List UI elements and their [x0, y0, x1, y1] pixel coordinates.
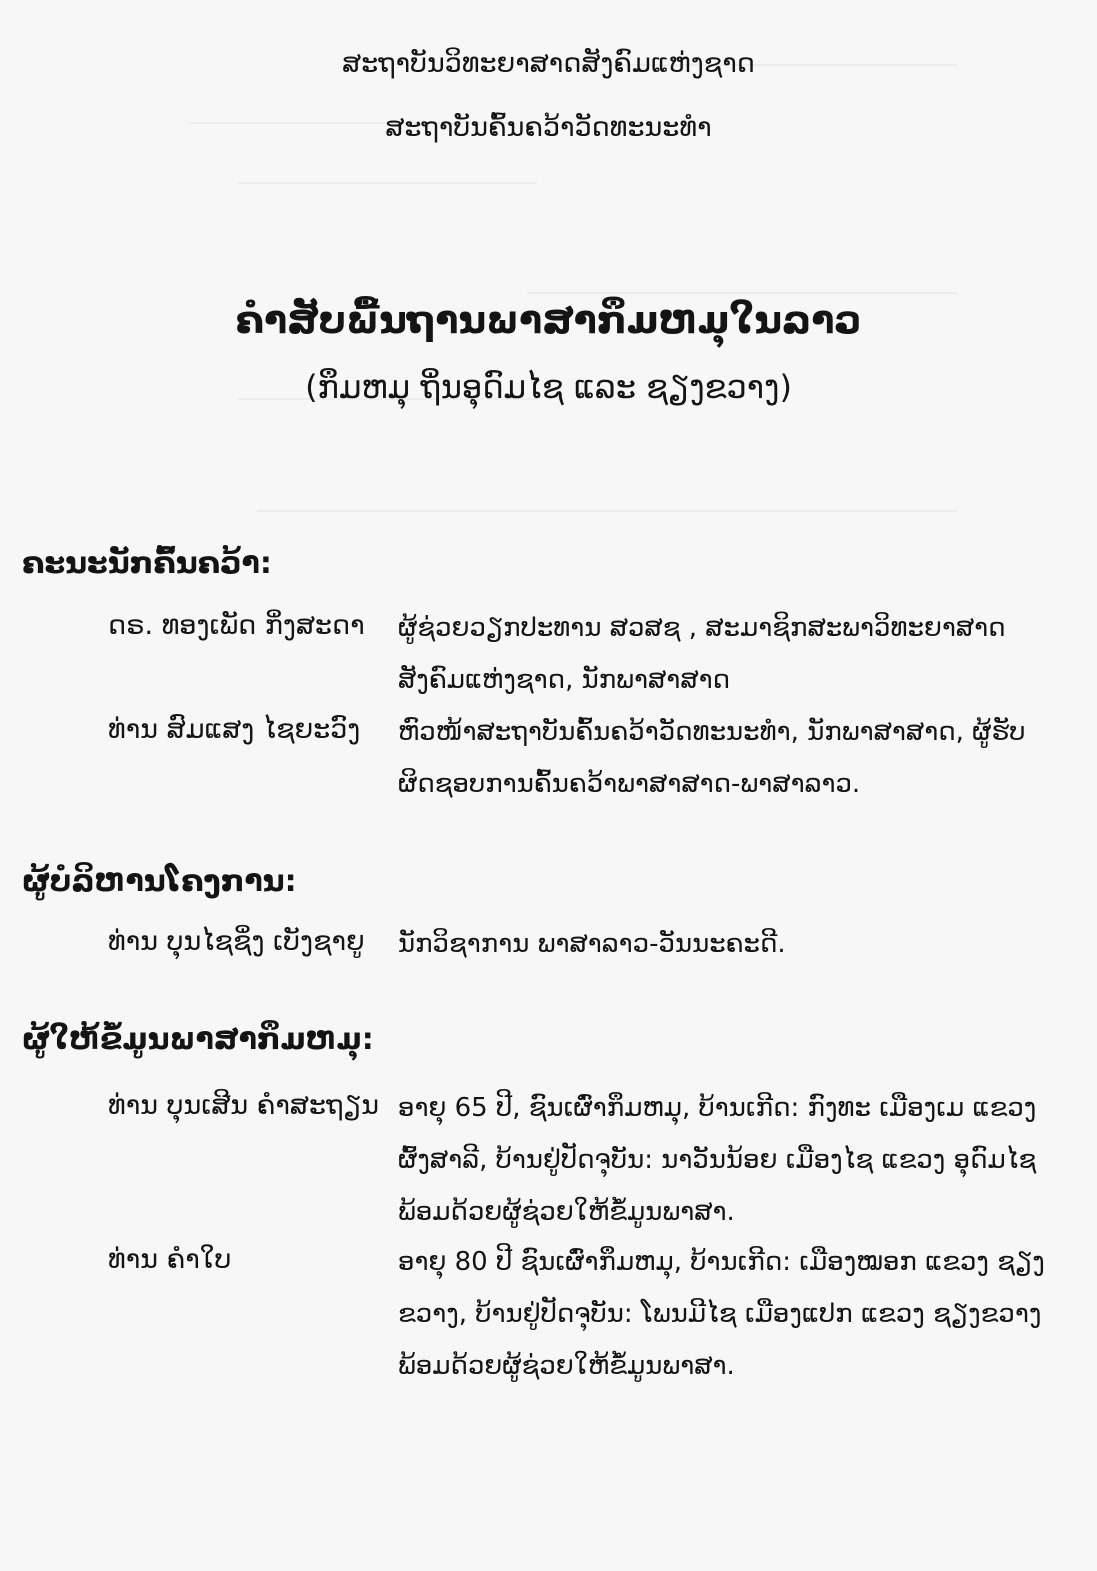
institute-subname: ສະຖາບັນຄົ້ນຄວ້າວັດທະນະທຳ — [385, 112, 712, 143]
document-title: ຄຳສັບພື້ນຖານພາສາກຶມຫມຸໃນລາວ — [235, 298, 862, 342]
show-through-artifact — [257, 486, 957, 512]
person-name: ທ່ານ ບຸນໄຊຊິ່ງ ເບັງຊາຍູ — [108, 926, 365, 957]
section-heading-project-admin: ຜູ້ບໍລິຫານໂຄງການ: — [22, 864, 297, 899]
institute-name: ສະຖາບັນວິທະຍາສາດສັງຄົມແຫ່ງຊາດ — [342, 48, 755, 79]
show-through-artifact — [527, 268, 957, 294]
person-name: ທ່ານ ຄຳໃບ — [108, 1244, 232, 1275]
person-name: ທ່ານ ສົມແສງ ໄຊຍະວົງ — [108, 714, 361, 745]
person-description: ຜູ້ຊ່ວຍວຽກປະທານ ສວສຊ , ສະມາຊິກສະພາວິທະຍາສາດ ສັງຄົມແຫ່ງຊາດ, ນັກພາສາສາດ — [398, 613, 1006, 695]
document-subtitle: (ກຶມຫມຸ ຖິ່ນອຸດົມໄຊ ແລະ ຊຽງຂວາງ) — [305, 368, 792, 406]
section-heading-researchers: ຄະນະນັກຄົ້ນຄວ້າ: — [22, 546, 272, 581]
person-description: ອາຍຸ 65 ປີ, ຊົນເຜົ່າກຶມຫມຸ, ບ້ານເກີດ: ກົງທະ ເມືອງເມ ແຂວງ ຜົ້ງສາລີ, ບ້ານຢູ່ປັດຈຸບັນ: ນາວັນນ້ອຍ ເມືອງໄຊ ແຂວງ ອຸດົມໄຊ ພ້ອມດ້ວຍຜູ້ຊ່ວຍໃຫ້ຂໍ້ມູນພາສາ. — [398, 1093, 1037, 1227]
person-description: ອາຍຸ 80 ປີ ຊົນເຜົ່າກຶມຫມຸ, ບ້ານເກີດ: ເມືອງໝອກ ແຂວງ ຊຽງຂວາງ, ບ້ານຢູ່ປັດຈຸບັນ: ໂພນມີໄຊ ເມືອງແປກ ແຂວງ ຊຽງຂວາງ ພ້ອມດ້ວຍຜູ້ຊ່ວຍໃຫ້ຂໍ້ມູນພາສາ. — [398, 1247, 1045, 1381]
person-description: ຫົວໜ້າສະຖາບັນຄົ້ນຄວ້າວັດທະນະທຳ, ນັກພາສາສາດ, ຜູ້ຮັບ ຜິດຊອບການຄົ້ນຄວ້າພາສາສາດ-ພາສາລາວ. — [398, 717, 1026, 799]
section-heading-informants: ຜູ້ໃຫ້ຂໍ້ມູນພາສາກຶມຫມຸ: — [22, 1022, 374, 1057]
show-through-artifact — [237, 160, 537, 184]
person-name: ທ່ານ ບຸນເສີນ ຄຳສະຖຽນ — [108, 1090, 380, 1121]
person-description: ນັກວິຊາການ ພາສາລາວ-ວັນນະຄະດີ. — [398, 929, 786, 959]
person-name: ດຣ. ທອງເພັດ ກິ່ງສະດາ — [108, 610, 365, 641]
